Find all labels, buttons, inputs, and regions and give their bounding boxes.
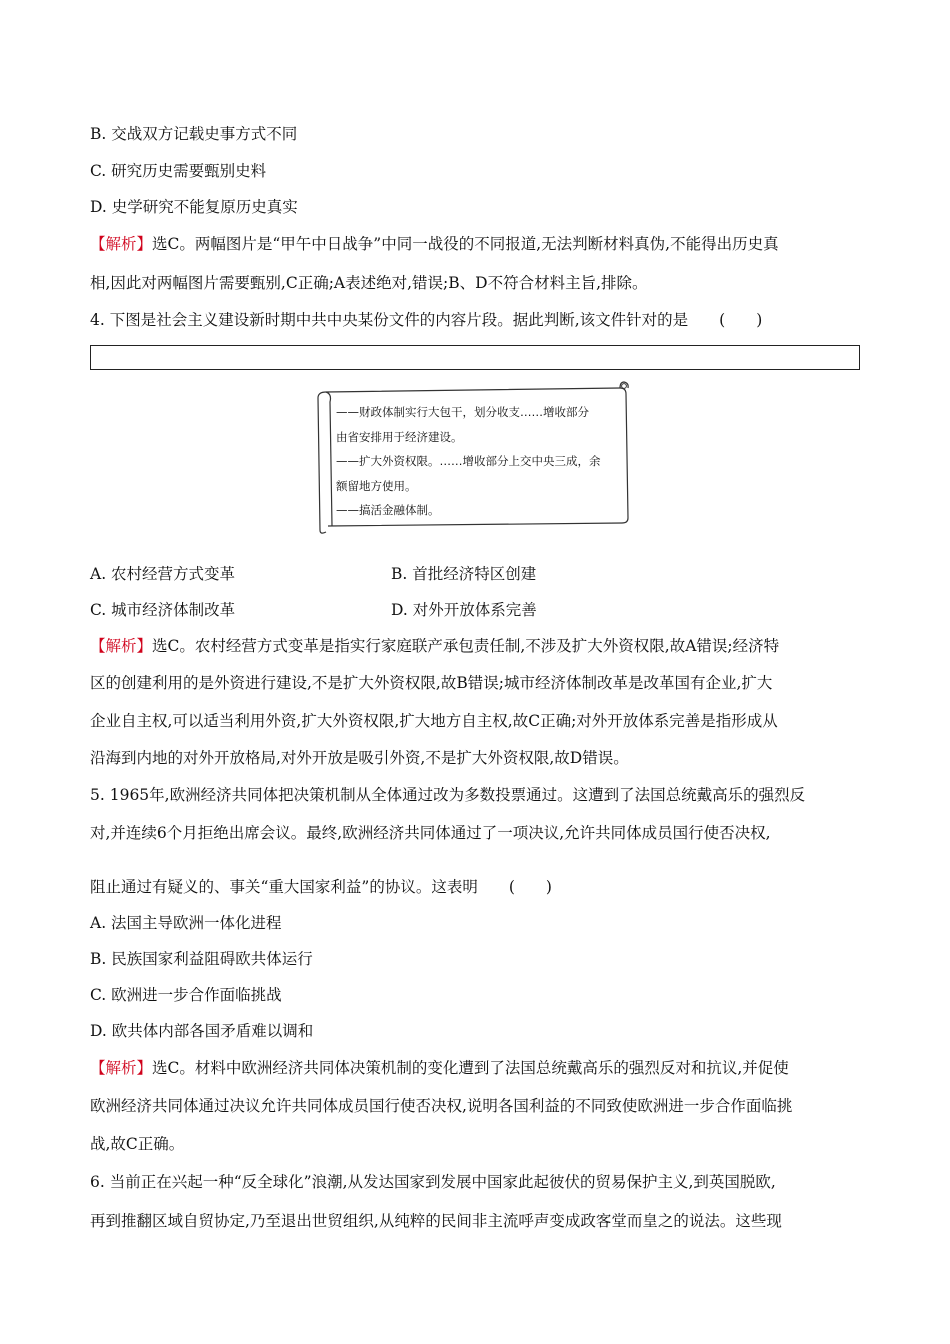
analysis-tag: 【解析】 — [90, 235, 153, 253]
q4-stem: 4. 下图是社会主义建设新时期中共中央某份文件的内容片段。据此判断,该文件针对的是 ( ) — [90, 311, 763, 329]
q5-stem-line3: 阻止通过有疑义的、事关“重大国家利益”的协议。这表明 ( ) — [90, 878, 552, 896]
empty-box — [90, 345, 860, 370]
q4-option-b: B. 首批经济特区创建 — [391, 565, 537, 583]
scroll-line: 额留地方使用。 — [336, 478, 417, 493]
q5-option-c: C. 欧洲进一步合作面临挑战 — [90, 986, 282, 1004]
q4-analysis-line2: 区的创建利用的是外资进行建设,不是扩大外资权限,故B错误;城市经济体制改革是改革国有企业,扩大 — [90, 674, 773, 692]
q5-analysis-line2: 欧洲经济共同体通过决议允许共同体成员国行使否决权,说明各国利益的不同致使欧洲进一步合作面临挑 — [90, 1097, 793, 1115]
q3-option-b: B. 交战双方记载史事方式不同 — [90, 125, 298, 143]
q5-option-b: B. 民族国家利益阻碍欧共体运行 — [90, 950, 313, 968]
analysis-tag: 【解析】 — [90, 637, 153, 655]
q5-analysis-text: 选C。材料中欧洲经济共同体决策机制的变化遭到了法国总统戴高乐的强烈反对和抗议,并促使 — [152, 1059, 789, 1077]
scroll-line: ——搞活金融体制。 — [336, 503, 440, 517]
q5-option-d: D. 欧共体内部各国矛盾难以调和 — [90, 1022, 314, 1040]
q4-analysis-line3: 企业自主权,可以适当利用外资,扩大外资权限,扩大地方自主权,故C正确;对外开放体系完善是指形成从 — [90, 712, 778, 730]
q5-analysis-line3: 战,故C正确。 — [90, 1135, 185, 1153]
q4-analysis-text: 选C。农村经营方式变革是指实行家庭联产承包责任制,不涉及扩大外资权限,故A错误;经济特 — [152, 637, 780, 655]
q3-analysis-line — [90, 234, 779, 254]
q4-option-c: C. 城市经济体制改革 — [90, 601, 236, 619]
q5-analysis-line — [90, 1058, 789, 1078]
document-scroll-figure — [314, 380, 634, 535]
scroll-line: ——扩大外资权限。……增收部分上交中央三成，余 — [336, 454, 601, 468]
scroll-line: ——财政体制实行大包干，划分收支……增收部分 — [336, 405, 589, 419]
q6-stem-line1: 6. 当前正在兴起一种“反全球化”浪潮,从发达国家到发展中国家此起彼伏的贸易保护主义,到英国脱欧, — [90, 1173, 776, 1191]
analysis-tag: 【解析】 — [90, 1059, 153, 1077]
q4-option-d: D. 对外开放体系完善 — [391, 601, 537, 619]
q5-stem-line2: 对,并连续6个月拒绝出席会议。最终,欧洲经济共同体通过了一项决议,允许共同体成员国行使否决权, — [90, 824, 771, 842]
q3-option-c: C. 研究历史需要甄别史料 — [90, 162, 267, 180]
q5-option-a: A. 法国主导欧洲一体化进程 — [90, 914, 282, 932]
q5-stem-line1: 5. 1965年,欧洲经济共同体把决策机制从全体通过改为多数投票通过。这遭到了法国总统戴高乐的强烈反 — [90, 786, 806, 804]
q3-option-d: D. 史学研究不能复原历史真实 — [90, 198, 298, 216]
q4-analysis-line4: 沿海到内地的对外开放格局,对外开放是吸引外资,不是扩大外资权限,故D错误。 — [90, 749, 629, 767]
q3-analysis-text: 选C。两幅图片是“甲午中日战争”中同一战役的不同报道,无法判断材料真伪,不能得出历史真 — [152, 235, 779, 253]
q4-option-a: A. 农村经营方式变革 — [90, 565, 236, 583]
q3-analysis-line2: 相,因此对两幅图片需要甄别,C正确;A表述绝对,错误;B、D不符合材料主旨,排除。 — [90, 274, 648, 292]
scroll-text — [336, 400, 626, 523]
q6-stem-line2: 再到推翻区域自贸协定,乃至退出世贸组织,从纯粹的民间非主流呼声变成政客堂而皇之的说法。这些现 — [90, 1212, 782, 1230]
q4-analysis-line — [90, 636, 779, 656]
scroll-line: 由省安排用于经济建设。 — [336, 429, 463, 444]
